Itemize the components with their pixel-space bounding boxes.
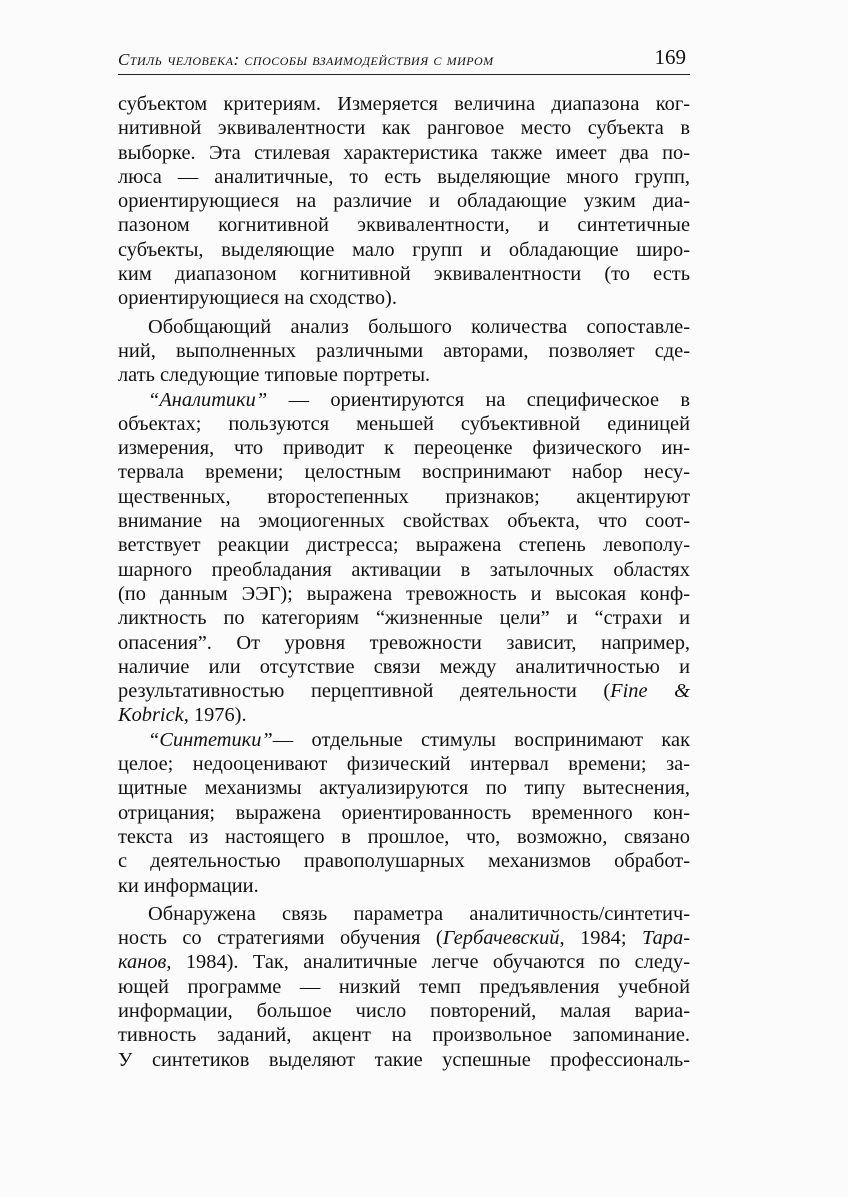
text-line: нитивной эквивалентности как ранговое место субъекта в — [118, 117, 690, 140]
text-line: ветствует реакции дистресса; выражена степень левополу- — [118, 534, 690, 557]
term-analytics: “Аналитики” — [148, 388, 268, 411]
text-line: “Аналитики” — ориентируются на специфическое в — [148, 388, 690, 411]
citation-author: Тара- — [642, 927, 690, 950]
text-line: “Синтетики”— отдельные стимулы воспринимают как — [148, 728, 690, 751]
text-line: тивность заданий, акцент на произвольное запоминание. — [118, 1024, 690, 1047]
text-line: объектах; пользуются меньшей субъективной единицей — [118, 412, 690, 435]
text-line: выборке. Эта стилевая характеристика также имеет два по- — [118, 141, 690, 164]
text-line: с деятельностью правополушарных механизмов обработ- — [118, 850, 690, 873]
text-line: ний, выполненных различными авторами, позволяет сде- — [118, 339, 690, 362]
text-line: канов, 1984). Так, аналитичные легче обучаются по следу- — [118, 951, 690, 974]
text-line: У синтетиков выделяют такие успешные профессиональ- — [118, 1048, 690, 1071]
citation-author: Fine & — [610, 680, 690, 703]
citation-author: Kobrick — [118, 704, 184, 727]
text-line: ки информации. — [118, 874, 259, 897]
text-line: измерения, что приводит к переоценке физического ин- — [118, 437, 690, 460]
text-line: тервала времени; целостным воспринимают набор несу- — [118, 461, 690, 484]
text-line: Обобщающий анализ большого количества сопоставле- — [148, 315, 690, 338]
text-line: шарного преобладания активации в затылочных областях — [118, 558, 690, 581]
text-line: ликтность по категориям “жизненные цели” и “страхи и — [118, 607, 690, 630]
citation-author: Гербачевский — [442, 927, 560, 950]
text-line: ориентирующиеся на сходство). — [118, 287, 397, 310]
text-line: лать следующие типовые портреты. — [118, 364, 431, 387]
text-line: внимание на эмоциогенных свойствах объекта, что соот- — [118, 510, 690, 533]
text-line: люса — аналитичные, то есть выделяющие много групп, — [118, 165, 690, 188]
paragraph-analytics — [118, 388, 690, 728]
text-line: результативностью перцептивной деятельности (Fine & — [118, 680, 690, 703]
term-synthetics: “Синтетики” — [148, 728, 273, 751]
text-line: пазоном когнитивной эквивалентности, и синтетичные — [118, 214, 690, 237]
running-title: Стиль человека: способы взаимодействия с миром — [118, 50, 494, 69]
text-line: ность со стратегиями обучения (Гербачевский, 1984; Тара- — [118, 927, 690, 950]
text-line: субъекты, выделяющие мало групп и обладающие широ- — [118, 238, 690, 261]
text-line: ориентирующиеся на различие и обладающие узким диа- — [118, 190, 690, 213]
text-line: опасения”. От уровня тревожности зависит, например, — [118, 631, 690, 654]
text-line: текста из настоящего в прошлое, что, возможно, связано — [118, 825, 690, 848]
body-text — [118, 92, 690, 1072]
text-line: щественных, второстепенных признаков; акцентируют — [118, 485, 690, 508]
text-line: отрицания; выражена ориентированность временного кон- — [118, 801, 690, 824]
page-header — [118, 44, 690, 75]
text-line: ким диапазоном когнитивной эквивалентности (то есть — [118, 263, 690, 286]
text-line: целое; недооценивают физический интервал времени; за- — [118, 753, 690, 776]
text-line: наличие или отсутствие связи между аналитичностью и — [118, 655, 690, 678]
citation-author: канов — [118, 951, 167, 974]
paragraph — [118, 902, 690, 1072]
paragraph — [118, 315, 690, 388]
text-line: ющей программе — низкий темп предъявления учебной — [118, 975, 690, 998]
text-line: Kobrick, 1976). — [118, 704, 247, 727]
text-line: Обнаружена связь параметра аналитичность/синтетич- — [148, 902, 690, 925]
text-line: информации, большое число повторений, малая вариа- — [118, 999, 690, 1022]
page-number: 169 — [654, 45, 686, 69]
paragraph — [118, 92, 690, 311]
text-line: щитные механизмы актуализируются по типу вытеснения, — [118, 777, 690, 800]
text-line: субъектом критериям. Измеряется величина диапазона ког- — [118, 93, 690, 115]
text-line: (по данным ЭЭГ); выражена тревожность и высокая конф- — [118, 582, 690, 605]
paragraph-synthetics — [118, 728, 690, 898]
